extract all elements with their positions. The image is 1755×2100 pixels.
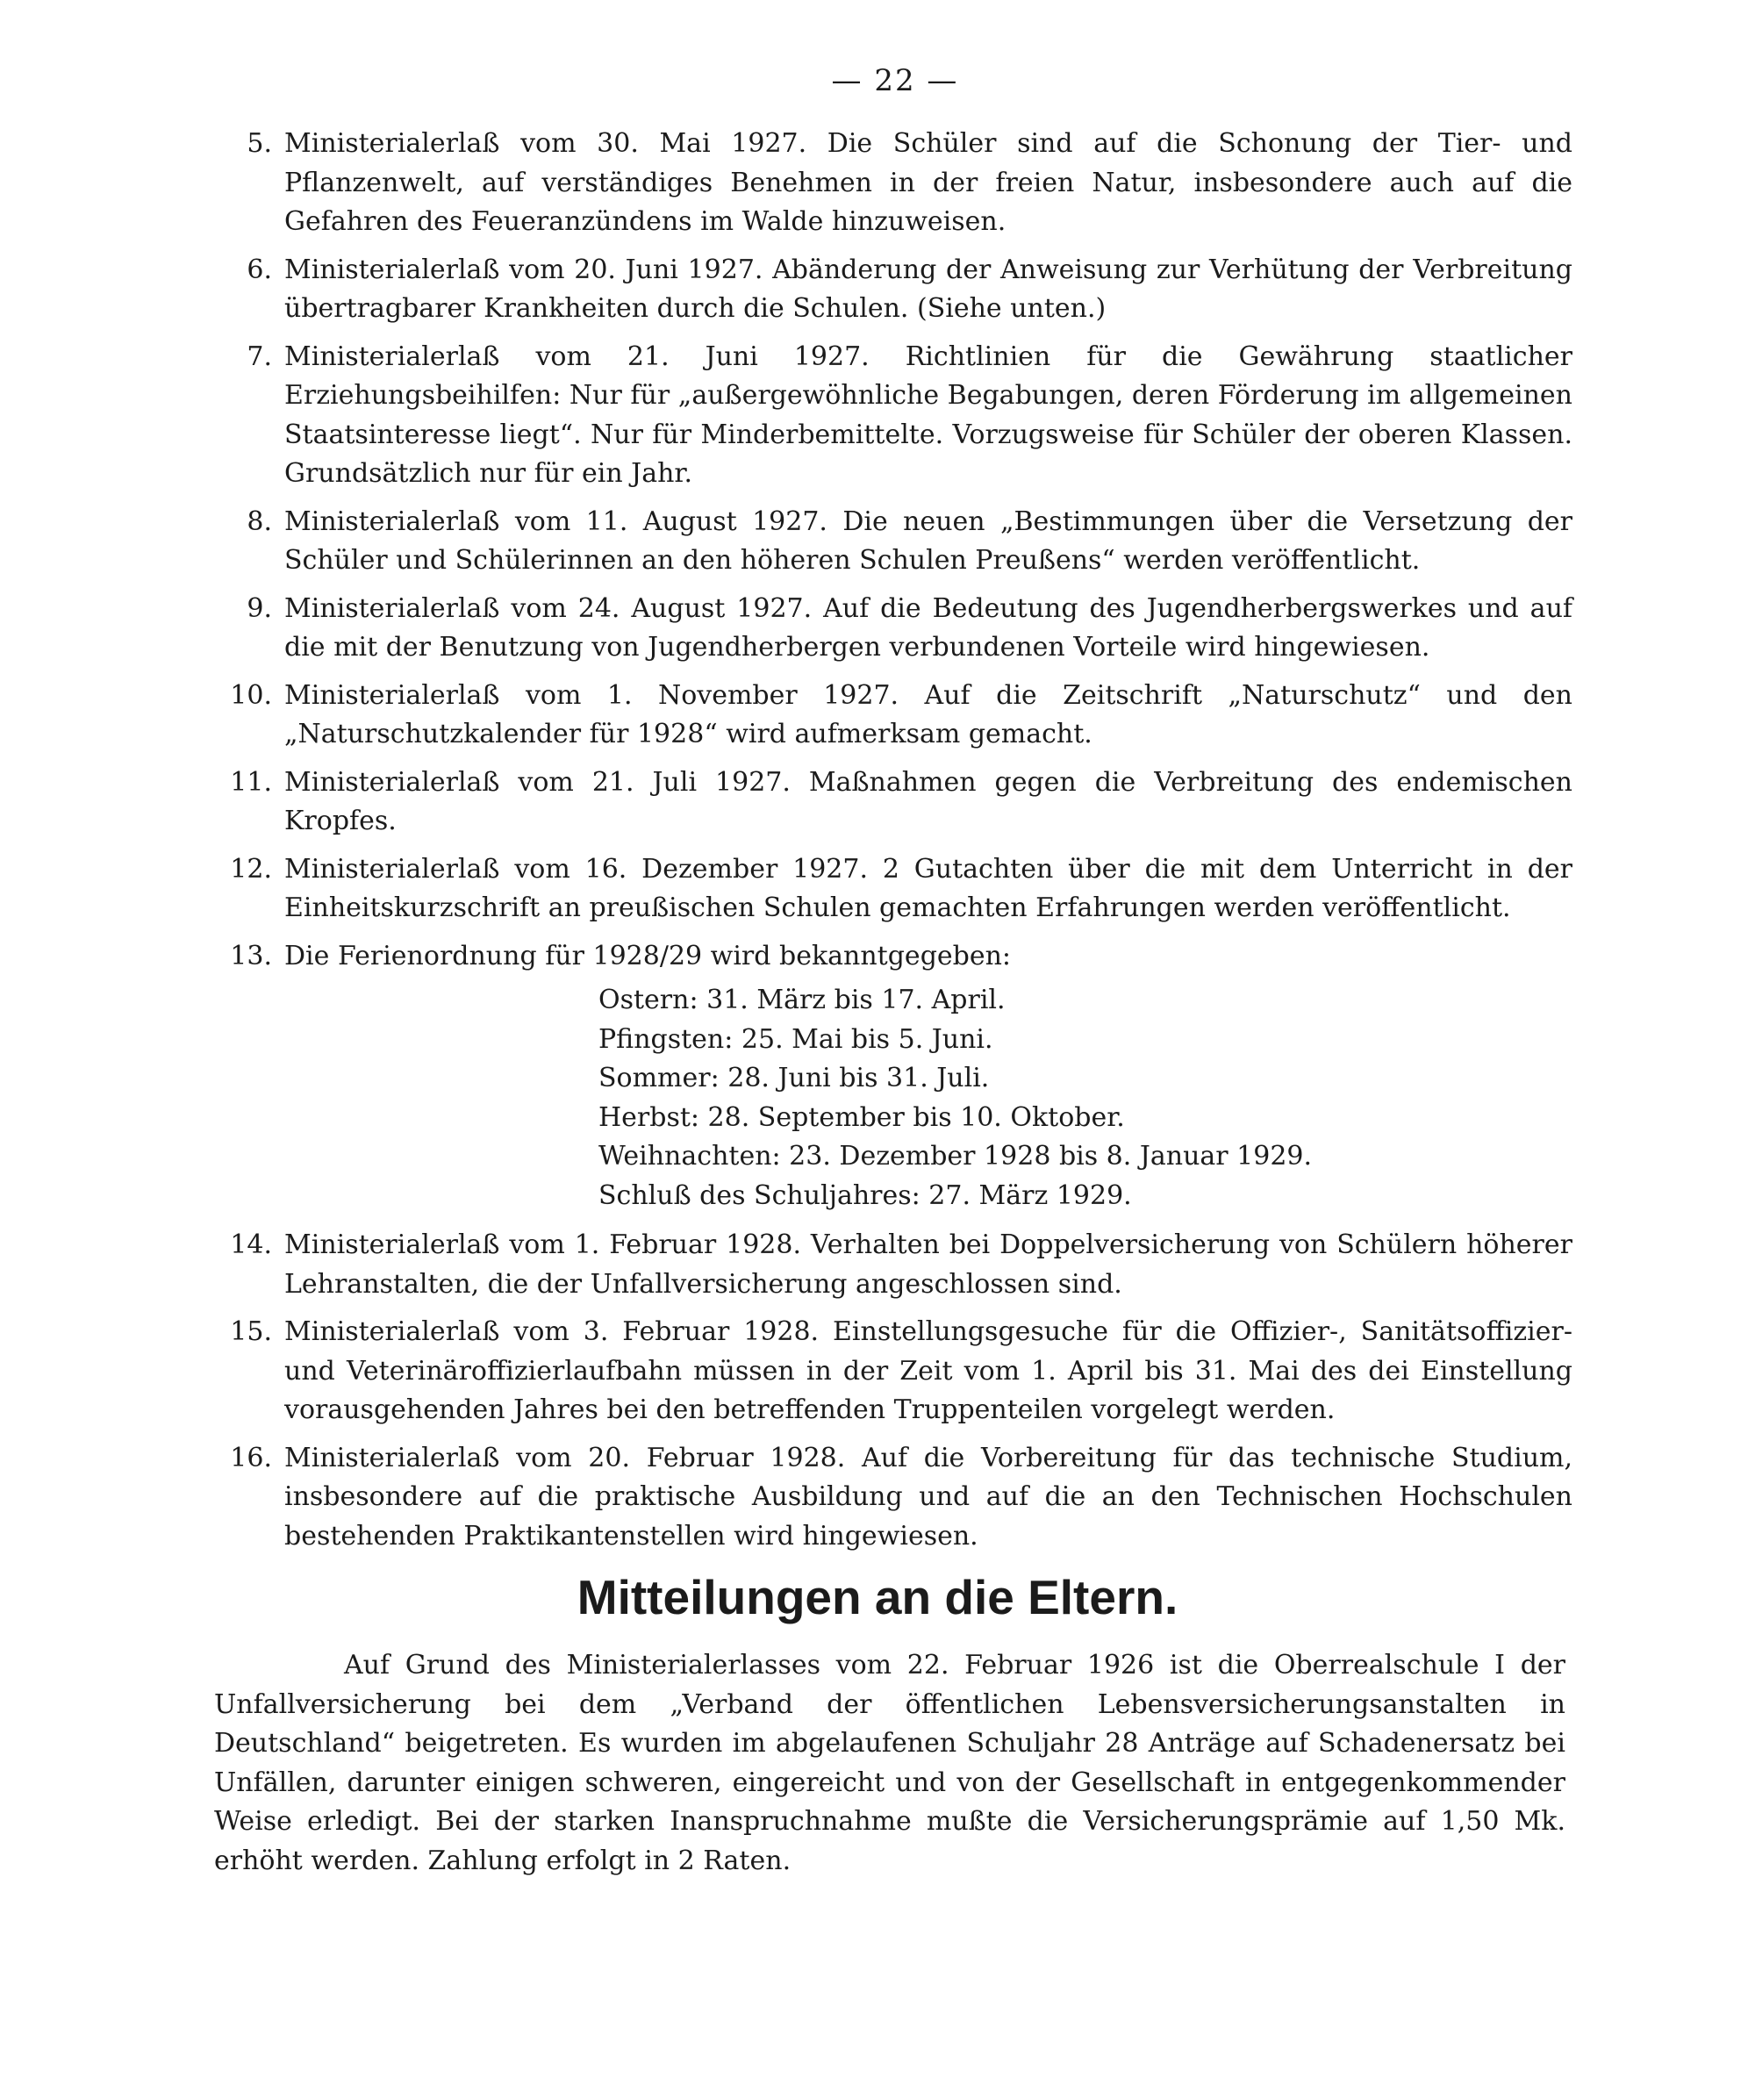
item-text: Ministerialerlaß vom 20. Juni 1927. Abänderung der Anweisung zur Verhütung der Verbreitung übertragbarer Krankheiten durch die Schulen. (Siehe unten.) bbox=[284, 254, 1572, 324]
list-item bbox=[230, 251, 1572, 329]
item-number: 13. bbox=[230, 940, 272, 971]
item-text: Ministerialerlaß vom 1. Februar 1928. Verhalten bei Doppelversicherung von Schülern höherer Lehranstalten, die der Unfallversicherung angeschlossen sind. bbox=[284, 1229, 1572, 1300]
list-item bbox=[230, 1313, 1572, 1430]
list-item bbox=[230, 1439, 1572, 1557]
list-item bbox=[230, 677, 1572, 755]
holiday-entry: Sommer: 28. Juni bis 31. Juli. bbox=[598, 1063, 990, 1093]
list-item bbox=[230, 590, 1572, 668]
list-item bbox=[230, 763, 1572, 842]
item-number: 7. bbox=[247, 340, 272, 372]
holiday-entry: Herbst: 28. September bis 10. Oktober. bbox=[598, 1101, 1125, 1133]
holiday-entry: Pfingsten: 25. Mai bis 5. Juni. bbox=[598, 1023, 993, 1055]
item-text: Ministerialerlaß vom 11. August 1927. Die neuen „Bestimmungen über die Versetzung der Schüler und Schülerinnen an den höheren Schulen Preußens“ werden veröffentlicht. bbox=[284, 505, 1572, 576]
item-text: Die Ferienordnung für 1928/29 wird bekanntgegeben: bbox=[284, 940, 1012, 971]
item-text: Ministerialerlaß vom 21. Juni 1927. Richtlinien für die Gewährung staatlicher Erziehungsbeihilfen: Nur für „außergewöhnliche Begabungen, deren Förderung im allgemeinen Staatsinteresse liegt“. Nur für Minderbemittelte. Vorzugsweise für Schüler der oberen Klassen. Grundsätzlich nur für ein Jahr. bbox=[284, 340, 1572, 489]
item-text: Ministerialerlaß vom 1. November 1927. Auf die Zeitschrift „Naturschutz“ und den „Naturschutzkalender für 1928“ wird aufmerksam gemacht. bbox=[284, 679, 1572, 749]
holiday-entry: Weihnachten: 23. Dezember 1928 bis 8. Januar 1929. bbox=[598, 1141, 1313, 1172]
item-text: Ministerialerlaß vom 30. Mai 1927. Die Schüler sind auf die Schonung der Tier- und Pflanzenwelt, auf verständiges Benehmen in der freien Natur, insbesondere auch auf die Gefahren des Feueranzündens im Walde hinzuweisen. bbox=[284, 128, 1572, 237]
item-number: 5. bbox=[247, 128, 272, 159]
list-item bbox=[230, 937, 1572, 1216]
item-number: 14. bbox=[230, 1229, 272, 1260]
holiday-schedule bbox=[598, 981, 1572, 1215]
item-number: 6. bbox=[247, 254, 272, 285]
decree-list bbox=[230, 125, 1572, 1565]
item-text: Ministerialerlaß vom 16. Dezember 1927. 2 Gutachten über die mit dem Unterricht in der Einheitskurzschrift an preußischen Schulen gemachten Erfahrungen werden veröffentlicht. bbox=[284, 853, 1572, 923]
item-text: Ministerialerlaß vom 24. August 1927. Auf die Bedeutung des Jugendherbergswerkes und auf die mit der Benutzung von Jugendherbergen verbundenen Vorteile wird hingewiesen. bbox=[284, 592, 1572, 663]
item-number: 10. bbox=[230, 679, 272, 711]
item-number: 8. bbox=[247, 505, 272, 537]
item-text: Ministerialerlaß vom 21. Juli 1927. Maßnahmen gegen die Verbreitung des endemischen Kropfes. bbox=[284, 766, 1572, 836]
item-number: 11. bbox=[230, 766, 272, 798]
list-item bbox=[230, 338, 1572, 494]
item-text: Ministerialerlaß vom 3. Februar 1928. Einstellungsgesuche für die Offizier-, Sanitätsoffizier- und Veterinäroffizierlaufbahn müssen in der Zeit vom 1. April bis 31. Mai des dei Einstellung vorausgehenden Jahres bei den betreffenden Truppenteilen vorgelegt werden. bbox=[284, 1316, 1572, 1425]
item-number: 16. bbox=[230, 1442, 272, 1473]
item-number: 12. bbox=[230, 853, 272, 885]
section-paragraph: Auf Grund des Ministerialerlasses vom 22. Februar 1926 ist die Oberrealschule I der Unfallversicherung bei dem „Verband der öffentlichen Lebensversicherungsanstalten in Deutschland“ beigetreten. Es wurden im abgelaufenen Schuljahr 28 Anträge auf Schadenersatz bei Unfällen, darunter einigen schweren, eingereicht und von der Gesellschaft in entgegenkommender Weise erledigt. Bei der starken Inanspruchnahme mußte die Versicherungsprämie auf 1,50 Mk. erhöht werden. Zahlung erfolgt in 2 Raten. bbox=[214, 1650, 1565, 1876]
list-item bbox=[230, 850, 1572, 928]
list-item bbox=[230, 125, 1572, 242]
item-number: 15. bbox=[230, 1316, 272, 1347]
item-number: 9. bbox=[247, 592, 272, 624]
holiday-entry: Schluß des Schuljahres: 27. März 1929. bbox=[598, 1179, 1132, 1211]
page-number: — 22 — bbox=[831, 63, 959, 98]
holiday-entry: Ostern: 31. März bis 17. April. bbox=[598, 985, 1006, 1015]
list-item bbox=[230, 1226, 1572, 1304]
section-heading: Mitteilungen an die Eltern. bbox=[577, 1570, 1178, 1624]
list-item bbox=[230, 503, 1572, 581]
item-text: Ministerialerlaß vom 20. Februar 1928. Auf die Vorbereitung für das technische Studium, insbesondere auf die praktische Ausbildung und auf die an den Technischen Hochschulen bestehenden Praktikantenstellen wird hingewiesen. bbox=[284, 1442, 1572, 1552]
